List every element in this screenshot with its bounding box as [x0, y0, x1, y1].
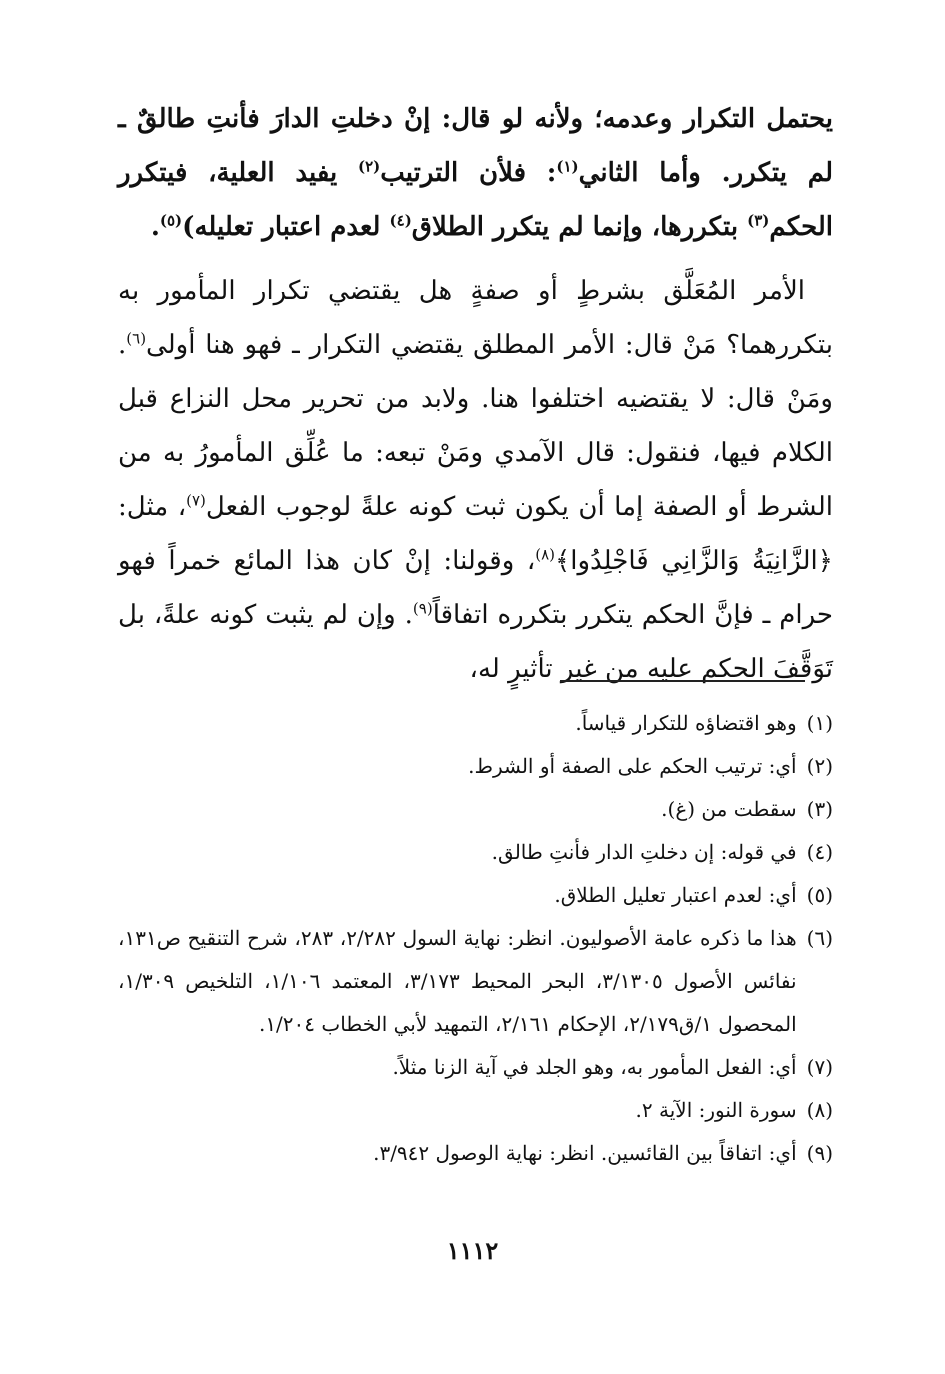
footnote-number: (٧) — [806, 1055, 833, 1079]
text-segment: الأمر المُعَلَّق بشرطٍ أو صفةٍ هل يقتضي تكرار المأمور به بتكررهما؟ مَنْ قال: الأمر المطلق يقتضي التكرار ـ فهو هنا أولى — [118, 276, 833, 360]
footnote-text: هذا ما ذكره عامة الأصوليون. انظر: نهاية السول ٢/٢٨٢، ٢٨٣، شرح التنقيح ص١٣١، نفائس الأصول ٣/١٣٠٥، البحر المحيط ٣/١٧٣، المعتمد ١/١٠٦، التلخيص ١/٣٠٩، المحصول ١/ق٢/١٧٩، الإحكام ٢/١٦١، التمهيد لأبي الخطاب ١/٢٠٤. — [118, 926, 797, 1036]
footnotes — [118, 702, 833, 1175]
footnote — [118, 831, 833, 874]
footnote — [118, 788, 833, 831]
footnote-text: أي: لعدم اعتبار تعليل الطلاق. — [554, 883, 797, 907]
footnote — [118, 745, 833, 788]
footnote-text: وهو اقتضاؤه للتكرار قياساً. — [575, 711, 797, 735]
footnote — [118, 1046, 833, 1089]
footnote-reference: (٥) — [159, 211, 183, 230]
footnote — [118, 702, 833, 745]
footnote-reference: (٢) — [358, 157, 381, 176]
footnote-number: (٣) — [806, 797, 833, 821]
footnote — [118, 874, 833, 917]
footnote-number: (٩) — [806, 1141, 833, 1165]
footnote-number: (٤) — [806, 840, 833, 864]
text-segment: يفيد العلية، فيتكرر الحكم — [118, 158, 833, 242]
footnote — [118, 1089, 833, 1132]
text-segment: ، مثل: ﴿الزَّانِيَةُ وَالزَّانِي فَاجْلِدُوا﴾ — [118, 492, 833, 576]
footnote-reference: (٣) — [747, 211, 770, 230]
footnote — [118, 1132, 833, 1175]
footnote-reference: (٨) — [535, 545, 556, 564]
main-text — [118, 92, 833, 696]
page-number: ١١١٢ — [446, 1236, 499, 1265]
footnote-text: سورة النور: الآية ٢. — [635, 1098, 797, 1122]
footnote-reference: (٧) — [186, 491, 206, 510]
footnote-reference: (٩) — [412, 599, 433, 618]
text-segment: . ومَنْ قال: لا يقتضيه اختلفوا هنا. ولابد من تحرير محل النزاع قبل الكلام فيها، فنقول: قال الآمدي ومَنْ تبعه: ما عُلِّق المأمورُ به من الشرط أو الصفة إما أن يكون ثبت كونه علةً لوجوب الفعل — [118, 330, 833, 522]
footnote-text: في قوله: إن دخلتِ الدار فأنتِ طالق. — [491, 840, 797, 864]
footnote-number: (١) — [806, 711, 833, 735]
paragraph — [118, 92, 833, 254]
footnote-reference: (٦) — [126, 329, 147, 348]
footnote-reference: (١) — [556, 157, 579, 176]
text-segment: يحتمل التكرار وعدمه؛ ولأنه لو قال: إنْ دخلتِ الدارَ فأنتِ طالقٌ ـ لم يتكرر. وأما الثاني — [118, 104, 833, 188]
footnote — [118, 917, 833, 1046]
text-segment: لعدم اعتبار تعليله) — [182, 212, 390, 242]
text-segment: : فلأن الترتيب — [380, 158, 557, 188]
text-segment: ، وقولنا: إنْ كان هذا المائع خمراً فهو حرام ـ فإنَّ الحكم يتكرر بتكرره اتفاقاً — [118, 546, 833, 630]
footnote-number: (٨) — [806, 1098, 833, 1122]
footnote-number: (٥) — [806, 883, 833, 907]
footnote-number: (٢) — [806, 754, 833, 778]
text-segment: بتكررها، وإنما لم يتكرر الطلاق — [411, 212, 748, 242]
text-segment: . — [150, 212, 160, 242]
footnote-text: أي: ترتيب الحكم على الصفة أو الشرط. — [468, 754, 797, 778]
footnote-reference: (٤) — [389, 211, 412, 230]
footnote-divider — [560, 680, 805, 682]
footnote-number: (٦) — [806, 926, 833, 950]
text-segment: . وإن لم يثبت كونه علةً، بل تَوَقَّفَ الحكم عليه من غير تأثيرٍ له، — [118, 600, 833, 684]
footnote-text: سقطت من (غ). — [661, 797, 797, 821]
footnote-text: أي: اتفاقاً بين القائسين. انظر: نهاية الوصول ٣/٩٤٢. — [373, 1141, 797, 1165]
paragraph — [118, 264, 833, 696]
footnote-text: أي: الفعل المأمور به، وهو الجلد في آية الزنا مثلاً. — [392, 1055, 797, 1079]
